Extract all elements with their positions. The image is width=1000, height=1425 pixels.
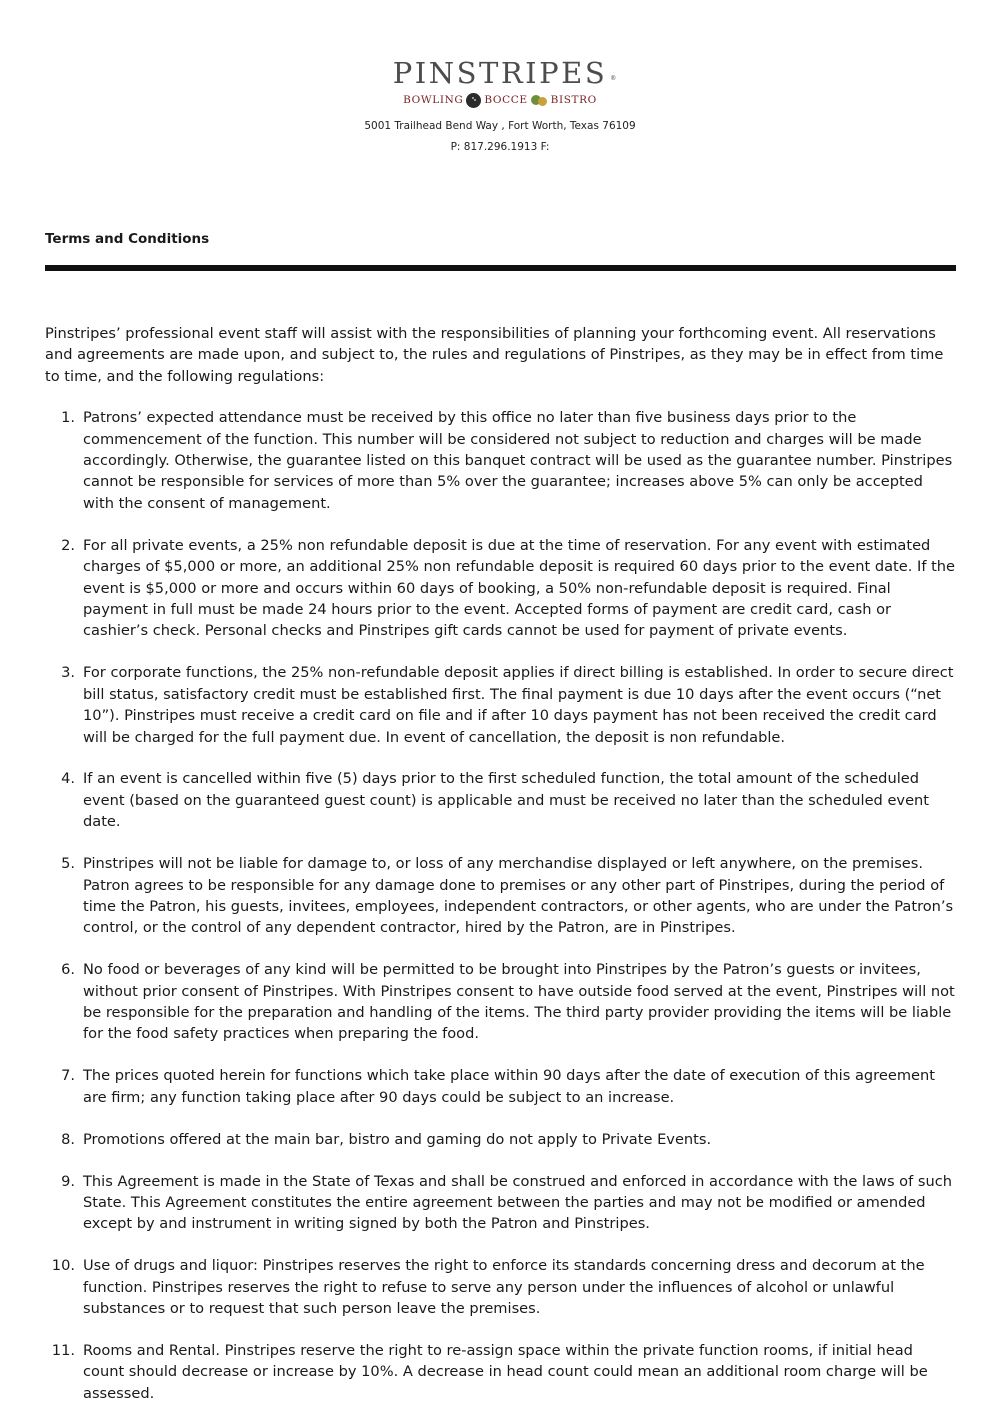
term-item <box>45 1065 957 1108</box>
intro-paragraph: Pinstripes’ professional event staff will assist with the responsibilities of planning your forthcoming event. All reservations and agreements are made upon, and subject to, the rules and regulations of Pinstripes, as they may be in effect from time to time, and the following regulations: <box>45 325 944 385</box>
logo-name: PINSTRIPES <box>392 56 608 90</box>
term-item <box>45 535 957 642</box>
term-text: The prices quoted herein for functions which take place within 90 days after the date of execution of this agreement are firm; any function taking place after 90 days could be subject to an increase. <box>83 1067 935 1106</box>
term-number: 5. <box>61 855 75 873</box>
term-item <box>45 853 957 939</box>
term-text: Pinstripes will not be liable for damage to, or loss of any merchandise displayed or left anywhere, on the premises. Patron agrees to be responsible for any damage done to premises or any other part of Pinstripes, during the period of time the Patron, his guests, invitees, employees, independent contractors, or other agents, who are under the Patron’s control, or the control of any dependent contractor, hired by the Patron, are in Pinstripes. <box>83 855 954 937</box>
term-item <box>45 1340 957 1404</box>
logo-trademark: ® <box>610 75 617 82</box>
term-text: Patrons’ expected attendance must be received by this office no later than five business days prior to the commencement of the function. This number will be considered not subject to reduction and charges will be made accordingly. Otherwise, the guarantee listed on this banquet contract will be used as the guarantee number. Pinstripes cannot be responsible for services of more than 5% over the guarantee; increases above 5% can only be accepted with the consent of management. <box>83 409 953 512</box>
term-text: For corporate functions, the 25% non-refundable deposit applies if direct billing is established. In order to secure direct bill status, satisfactory credit must be established first. The final payment is due 10 days after the event occurs (“net 10”). Pinstripes must receive a credit card on file and if after 10 days payment has not been received the credit card will be charged for the full payment due. In event of cancellation, the deposit is non refundable. <box>83 664 954 746</box>
term-number: 4. <box>61 770 75 788</box>
term-number: 8. <box>61 1130 75 1148</box>
term-item <box>45 1129 957 1150</box>
term-number: 2. <box>61 536 75 554</box>
term-number: 10. <box>51 1257 75 1275</box>
contact-block <box>0 119 1000 155</box>
divider <box>45 265 956 271</box>
term-item <box>45 407 957 514</box>
term-item <box>45 959 957 1045</box>
bocce-balls-icon <box>531 93 548 107</box>
logo-tagline-bowling: BOWLING <box>403 94 464 106</box>
logo-tagline-bocce: BOCCE <box>484 94 528 106</box>
term-number: 1. <box>61 409 75 427</box>
term-text: Promotions offered at the main bar, bistro and gaming do not apply to Private Events. <box>83 1130 712 1148</box>
phone-line: P: 817.296.1913 F: <box>450 141 550 153</box>
address-line: 5001 Trailhead Bend Way , Fort Worth, Texas 76109 <box>364 120 636 132</box>
term-text: If an event is cancelled within five (5) days prior to the first scheduled function, the total amount of the scheduled event (based on the guaranteed guest count) is applicable and must be received no later than the scheduled event date. <box>83 770 930 831</box>
terms-list <box>45 407 957 1404</box>
term-number: 11. <box>51 1342 75 1360</box>
term-item <box>45 1171 957 1235</box>
term-number: 9. <box>61 1172 75 1190</box>
term-item <box>45 1255 957 1319</box>
logo <box>392 56 617 90</box>
document-body <box>45 323 957 1425</box>
section-title: Terms and Conditions <box>45 231 210 247</box>
term-item <box>45 768 957 832</box>
term-number: 7. <box>61 1067 75 1085</box>
term-text: For all private events, a 25% non refundable deposit is due at the time of reservation. For any event with estimated charges of $5,000 or more, an additional 25% non refundable deposit is required 60 days prior to the event date. If the event is $5,000 or more and occurs within 60 days of booking, a 50% non-refundable deposit is required. Final payment in full must be made 24 hours prior to the event. Accepted forms of payment are credit card, cash or cashier’s check. Personal checks and Pinstripes gift cards cannot be used for payment of private events. <box>83 536 956 640</box>
logo-tagline <box>0 92 1000 108</box>
letterhead <box>0 56 1000 155</box>
term-text: This Agreement is made in the State of Texas and shall be construed and enforced in accordance with the laws of such State. This Agreement constitutes the entire agreement between the parties and may not be modified or amended except by and instrument in writing signed by both the Patron and Pinstripes. <box>83 1172 953 1233</box>
bowling-ball-icon <box>466 93 481 108</box>
term-text: Use of drugs and liquor: Pinstripes reserves the right to enforce its standards concerning dress and decorum at the function. Pinstripes reserves the right to refuse to serve any person under the influences of alcohol or unlawful substances or to request that such person leave the premises. <box>83 1257 925 1318</box>
term-number: 3. <box>61 664 75 682</box>
logo-tagline-bistro: BISTRO <box>550 94 597 106</box>
term-number: 6. <box>61 961 75 979</box>
term-item <box>45 662 957 748</box>
term-text: No food or beverages of any kind will be permitted to be brought into Pinstripes by the Patron’s guests or invitees, without prior consent of Pinstripes. With Pinstripes consent to have outside food served at the event, Pinstripes will not be responsible for the preparation and handling of the items. The third party provider providing the items will be liable for the food safety practices when preparing the food. <box>83 961 955 1043</box>
term-text: Rooms and Rental. Pinstripes reserve the right to re-assign space within the private function rooms, if initial head count should decrease or increase by 10%. A decrease in head count could mean an additional room charge will be assessed. <box>83 1342 928 1402</box>
